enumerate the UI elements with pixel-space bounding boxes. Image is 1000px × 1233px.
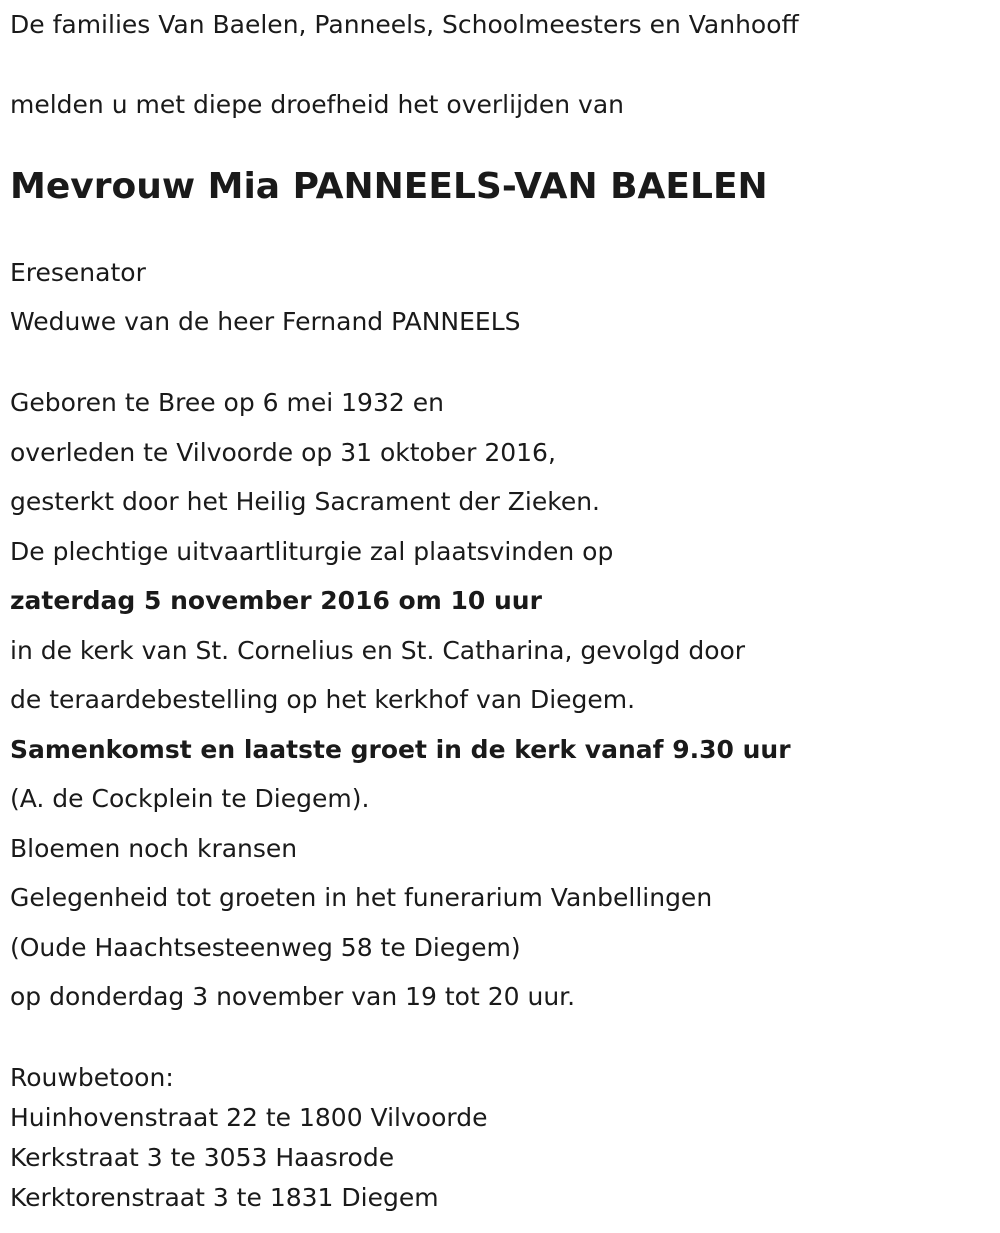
- families-line: De families Van Baelen, Panneels, Schoolmeesters en Vanhooff: [10, 10, 799, 39]
- church-line: in de kerk van St. Cornelius en St. Catharina, gevolgd door: [10, 635, 746, 665]
- flowers-line: Bloemen noch kransen: [10, 833, 298, 863]
- condolence-address: Kerkstraat 3 te 3053 Haasrode: [10, 1143, 395, 1172]
- church-address: (A. de Cockplein te Diegem).: [10, 784, 370, 813]
- condolence-address: Huinhovenstraat 22 te 1800 Vilvoorde: [10, 1103, 488, 1132]
- announcement-line: melden u met diepe droefheid het overlijden van: [10, 90, 625, 119]
- burial-line: de teraardebestelling op het kerkhof van Diegem.: [10, 685, 636, 714]
- deceased-name: Mevrouw Mia PANNEELS-VAN BAELEN: [10, 166, 768, 207]
- widow-line: Weduwe van de heer Fernand PANNEELS: [10, 307, 521, 336]
- condolence-address: Kerktorenstraat 3 te 1831 Diegem: [10, 1183, 439, 1212]
- gathering-line: Samenkomst en laatste groet in de kerk vanaf 9.30 uur: [10, 734, 791, 764]
- condolence-addresses: [10, 1063, 487, 1223]
- funeral-details: [10, 388, 791, 1032]
- viewing-line: Gelegenheid tot groeten in het funerarium Vanbellingen: [10, 883, 713, 912]
- funeral-date: zaterdag 5 november 2016 om 10 uur: [10, 586, 542, 615]
- sacrament-line: gesterkt door het Heilig Sacrament der Zieken.: [10, 487, 601, 516]
- deceased-titles: [10, 259, 521, 357]
- funeral-home-address: (Oude Haachtsesteenweg 58 te Diegem): [10, 932, 521, 962]
- birth-line: Geboren te Bree op 6 mei 1932 en: [10, 388, 444, 417]
- liturgy-line: De plechtige uitvaartliturgie zal plaatsvinden op: [10, 536, 614, 566]
- condolence-heading: Rouwbetoon:: [10, 1063, 174, 1092]
- death-line: overleden te Vilvoorde op 31 oktober 2016,: [10, 437, 556, 467]
- honorary-title: Eresenator: [10, 258, 146, 287]
- viewing-time: op donderdag 3 november van 19 tot 20 uur.: [10, 982, 576, 1011]
